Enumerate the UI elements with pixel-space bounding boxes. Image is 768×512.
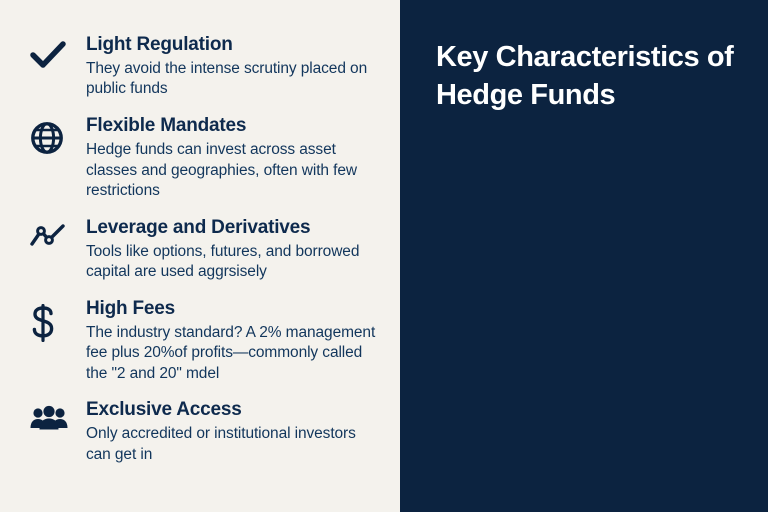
people-group-icon [24,399,86,433]
list-item-title: High Fees [86,297,175,319]
list-item [24,298,382,385]
list-item-title: Exclusive Access [86,399,242,421]
list-item-description: They avoid the intense scrutiny placed on public funds [86,59,368,98]
list-item-text [86,298,382,385]
checkmark-icon [24,34,86,70]
list-item-title: Leverage and Derivatives [86,216,311,238]
list-item-description: Only accredited or institutional investors can get in [86,425,356,463]
list-item-title: Flexible Mandates [86,115,247,137]
list-item-text [86,399,382,465]
list-item-title: Light Regulation [86,34,233,55]
globe-icon [24,115,86,155]
list-item-description: Hedge funds can invest across asset classes and geographies, often with few restrictions [86,140,357,200]
list-item [24,115,382,202]
dollar-sign-icon [24,298,86,342]
line-chart-icon [24,217,86,251]
list-item-text [86,217,382,283]
list-item-description: Tools like options, futures, and borrowed capital are used aggrsisely [86,242,360,281]
list-item [24,34,382,100]
headline-panel [400,0,768,512]
list-item [24,217,382,283]
page-title: Key Characteristics of Hedge Funds [436,41,734,112]
list-item [24,399,382,465]
list-item-text [86,34,382,100]
list-item-text [86,115,382,202]
list-item-description: The industry standard? A 2% management fee plus 20%of profits—commonly called the "2 and 20" mdel [86,323,376,382]
